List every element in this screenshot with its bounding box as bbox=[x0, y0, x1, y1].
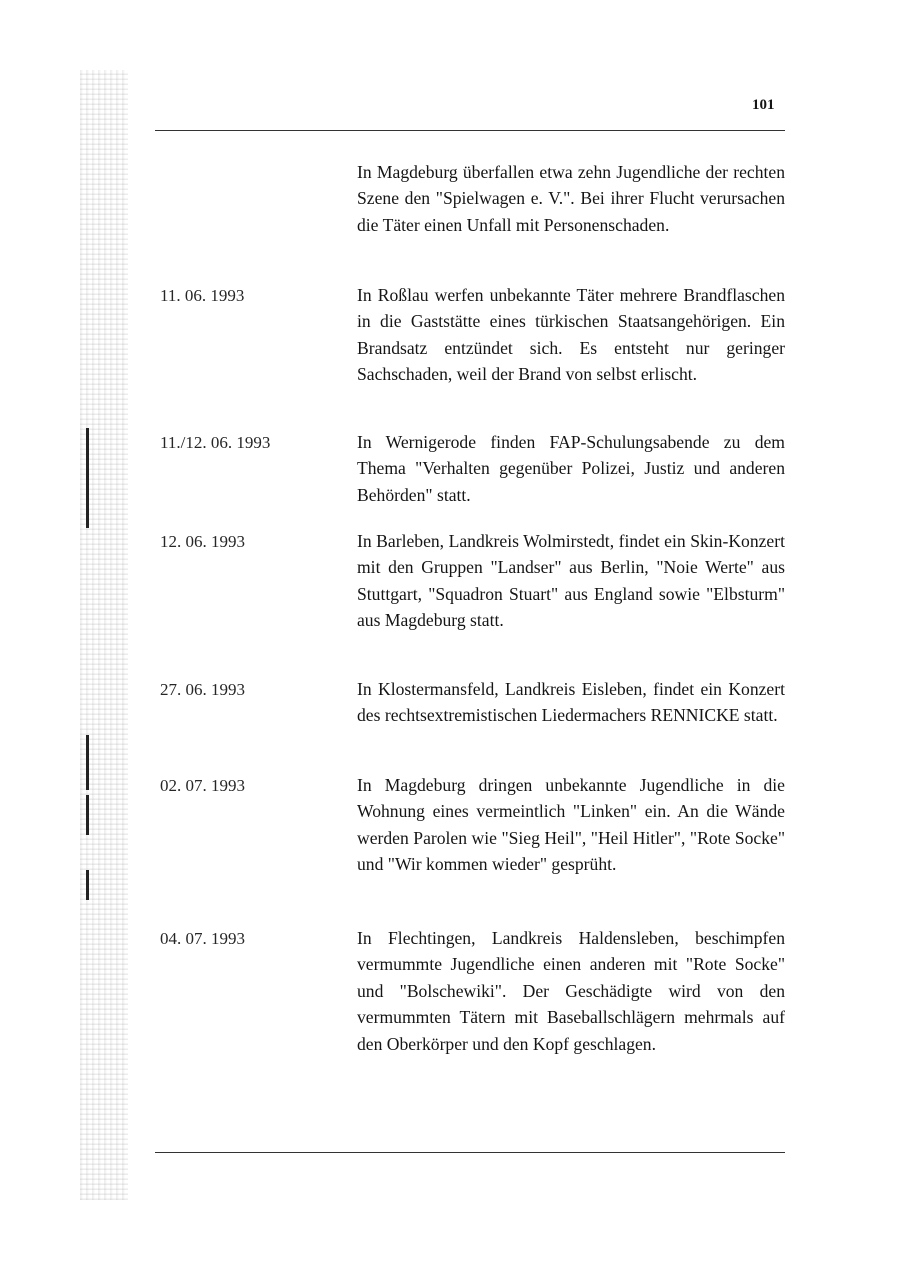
scan-edge-mark bbox=[86, 735, 89, 790]
entry-date: 12. 06. 1993 bbox=[160, 532, 245, 551]
entry-text: In Roßlau werfen unbekannte Täter mehrere Brandflaschen in die Gaststätte eines türkischen Staatsangehörigen. Ein Brandsatz entzündet sich. Es entsteht nur geringer Sachschaden, weil der Brand von selbst erlischt. bbox=[357, 285, 785, 385]
scan-border-texture bbox=[80, 70, 128, 1200]
entry-date: 11./12. 06. 1993 bbox=[160, 433, 271, 452]
scan-edge-mark bbox=[86, 870, 89, 900]
footer-rule bbox=[155, 1152, 785, 1153]
entry-text: In Barleben, Landkreis Wolmirstedt, findet ein Skin-Konzert mit den Gruppen "Landser" aus Berlin, "Noie Werte" aus Stuttgart, "Squadron Stuart" aus England sowie "Elbsturm" aus Magdeburg statt. bbox=[357, 531, 785, 631]
entry-date: 27. 06. 1993 bbox=[160, 680, 245, 699]
entry-date: 04. 07. 1993 bbox=[160, 929, 245, 948]
page-number: 101 bbox=[752, 97, 775, 113]
entry-text: In Wernigerode finden FAP-Schulungsabende zu dem Thema "Verhalten gegenüber Polizei, Justiz und anderen Behörden" statt. bbox=[357, 432, 785, 505]
entry-text: In Magdeburg überfallen etwa zehn Jugendliche der rechten Szene den "Spielwagen e. V.". Bei ihrer Flucht verursachen die Täter einen Unfall mit Personenschaden. bbox=[357, 162, 785, 235]
entry-text: In Magdeburg dringen unbekannte Jugendliche in die Wohnung eines vermeintlich "Linken" ein. An die Wände werden Parolen wie "Sieg Heil", "Heil Hitler", "Rote Socke" und "Wir kommen wieder" gesprüht. bbox=[357, 775, 785, 875]
scan-edge-mark bbox=[86, 428, 89, 528]
entry-date: 11. 06. 1993 bbox=[160, 286, 245, 305]
entry-date: 02. 07. 1993 bbox=[160, 776, 245, 795]
entry-text: In Flechtingen, Landkreis Haldensleben, beschimpfen vermummte Jugendliche einen anderen mit "Rote Socke" und "Bolschewiki". Der Geschädigte wird von den vermummten Tätern mit Baseballschlägern mehrmals auf den Oberkörper und den Kopf geschlagen. bbox=[357, 928, 785, 1054]
entry-text: In Klostermansfeld, Landkreis Eisleben, findet ein Konzert des rechtsextremistischen Liedermachers RENNICKE statt. bbox=[357, 679, 785, 726]
scan-edge-mark bbox=[86, 795, 89, 835]
header-rule bbox=[155, 130, 785, 131]
